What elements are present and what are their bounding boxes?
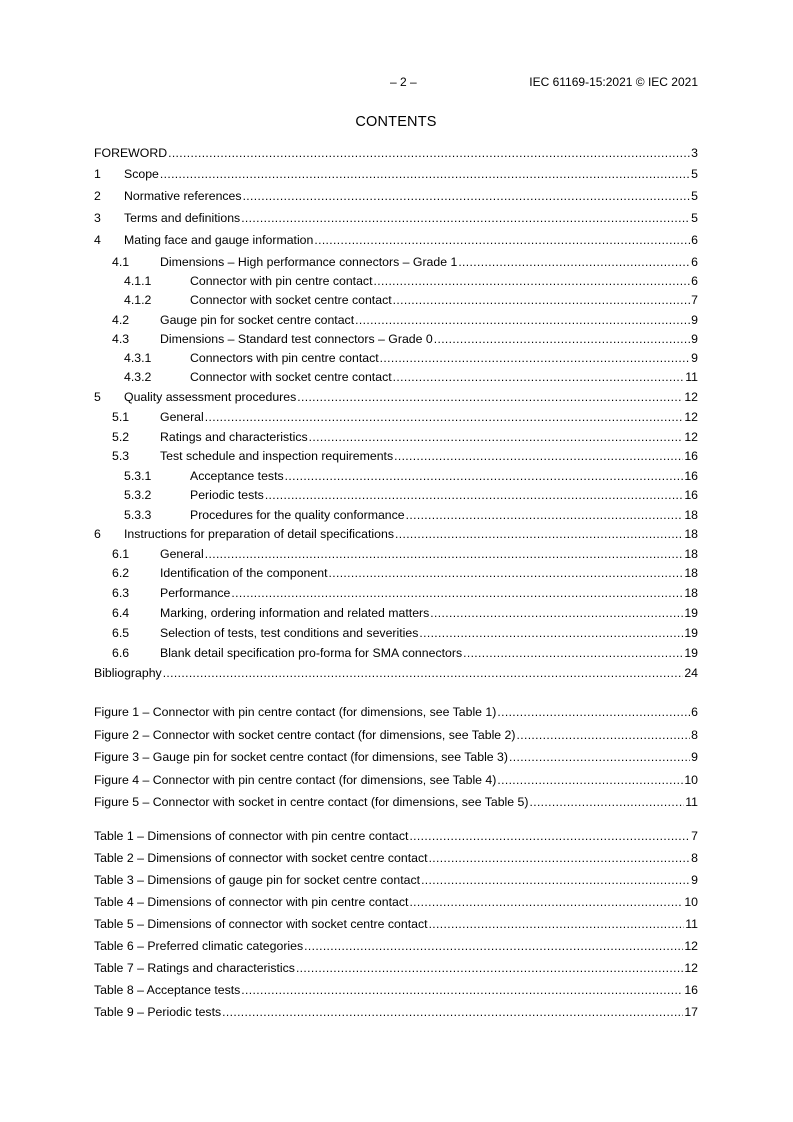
tables-entry[interactable] [94,917,698,932]
tables-entry-page: 12 [684,961,698,975]
toc-entry[interactable] [94,626,698,641]
tables-entry-title: Table 7 – Ratings and characteristics [94,961,295,975]
tables-entry-title: Table 2 – Dimensions of connector with socket centre contact [94,851,428,865]
toc-entry-title: Acceptance tests [190,469,284,483]
figures-entry-title: Figure 5 – Connector with socket in centre contact (for dimensions, see Table 5) [94,795,529,809]
toc-entry[interactable] [94,146,698,161]
tables-entry[interactable] [94,873,698,888]
toc-entry[interactable] [94,370,698,385]
toc-entry-number: 4.3.2 [124,370,152,384]
tables-entry-title: Table 4 – Dimensions of connector with pin centre contact [94,895,409,909]
toc-entry-number: 4.1 [112,255,130,269]
toc-entry-number: 4.3 [112,332,130,346]
dot-leader [421,873,690,888]
toc-entry[interactable] [94,430,698,445]
toc-entry-page: 9 [691,351,698,365]
dot-leader [265,488,684,503]
dot-leader [458,255,690,270]
dot-leader [529,795,684,810]
tables-entry-title: Table 8 – Acceptance tests [94,983,241,997]
toc-entry-title: Dimensions – High performance connectors – Grade 1 [160,255,458,269]
figures-entry-page: 8 [691,727,698,742]
toc-entry-number: 4.2 [112,313,130,327]
toc-entry-title: Scope [124,167,159,181]
toc-entry-page: 5 [691,189,698,203]
tables-entry-page: 12 [684,939,698,953]
toc-entry[interactable] [94,189,698,204]
figures-entry-title: Figure 2 – Connector with socket centre contact (for dimensions, see Table 2) [94,727,516,742]
toc-entry-title: Connector with socket centre contact [190,370,392,384]
dot-leader [463,646,683,661]
figures-entry[interactable] [94,750,698,765]
toc-entry-title: Selection of tests, test conditions and severities [160,626,419,640]
dot-leader [509,750,690,765]
figures-entry-title: Figure 3 – Gauge pin for socket centre contact (for dimensions, see Table 3) [94,750,508,764]
dot-leader [394,449,683,464]
toc-entry-title: FOREWORD [94,146,168,160]
toc-entry-number: 5.2 [112,430,130,444]
toc-entry-number: 6.4 [112,606,130,620]
toc-entry[interactable] [94,586,698,601]
dot-leader [329,566,684,581]
toc-entry[interactable] [94,293,698,308]
toc-entry-number: 5.3.1 [124,469,152,483]
tables-entry-page: 7 [691,829,698,843]
dot-leader [517,728,691,743]
toc-entry-page: 18 [684,547,698,561]
dot-leader [497,705,690,720]
toc-entry-title: Dimensions – Standard test connectors – Grade 0 [160,332,433,346]
tables-entry-page: 10 [684,895,698,909]
toc-entry-title: Identification of the component [160,566,328,580]
toc-entry-number: 6 [94,527,101,541]
toc-entry[interactable] [94,547,698,562]
toc-entry-title: Gauge pin for socket centre contact [160,313,355,327]
toc-entry-title: Bibliography [94,666,162,680]
toc-entry-page: 18 [684,508,698,522]
tables-entry[interactable] [94,983,698,998]
toc-entry-page: 24 [684,666,698,680]
toc-entry[interactable] [94,274,698,289]
toc-entry-number: 3 [94,211,101,225]
toc-entry-title: General [160,547,204,561]
toc-entry[interactable] [94,469,698,484]
dot-leader [497,773,683,788]
tables-entry-page: 11 [685,917,698,931]
dot-leader [163,666,684,681]
toc-entry[interactable] [94,351,698,366]
tables-entry[interactable] [94,1005,698,1020]
toc-entry-number: 6.6 [112,646,130,660]
toc-entry-page: 12 [684,430,698,444]
dot-leader [205,547,684,562]
toc-entry-page: 12 [684,390,698,404]
figures-entry-title: Figure 1 – Connector with pin centre contact (for dimensions, see Table 1) [94,705,497,719]
toc-entry-title: Performance [160,586,231,600]
dot-leader [205,410,684,425]
toc-entry-page: 9 [691,332,698,346]
toc-entry-title: Periodic tests [190,488,264,502]
toc-entry-page: 11 [685,370,698,384]
toc-entry-number: 1 [94,167,101,181]
figures-entry-page: 9 [691,750,698,764]
dot-leader [222,1005,683,1020]
toc-entry[interactable] [94,566,698,581]
dot-leader [304,939,683,954]
toc-entry[interactable] [94,410,698,425]
toc-entry-number: 5.1 [112,410,130,424]
figures-entry-page: 6 [691,705,698,719]
dot-leader [393,370,685,385]
toc-entry-title: Connector with socket centre contact [190,293,392,307]
toc-entry-title: Procedures for the quality conformance [190,508,405,522]
tables-entry-page: 9 [691,873,698,887]
toc-entry-title: Marking, ordering information and related matters [160,606,430,620]
dot-leader [406,508,684,523]
toc-entry-page: 18 [684,566,698,580]
toc-entry-page: 12 [684,410,698,424]
toc-entry-number: 5.3.2 [124,488,152,502]
toc-entry-title: Quality assessment procedures [124,390,297,404]
dot-leader [241,983,683,998]
tables-entry-title: Table 5 – Dimensions of connector with socket centre contact [94,917,428,931]
toc-entry-page: 16 [684,488,698,502]
toc-entry-page: 5 [691,167,698,181]
tables-entry-title: Table 1 – Dimensions of connector with pin centre contact [94,829,409,843]
dot-leader [430,606,683,621]
dot-leader [355,313,690,328]
dot-leader [409,829,690,844]
figures-entry[interactable] [94,705,698,720]
toc-entry[interactable] [94,313,698,328]
toc-entry-page: 7 [691,293,698,307]
dot-leader [314,233,690,248]
figures-entry[interactable] [94,795,698,810]
toc-entry[interactable] [94,666,698,681]
toc-entry-title: Connectors with pin centre contact [190,351,379,365]
toc-entry-page: 19 [684,646,698,660]
toc-entry-page: 16 [684,469,698,483]
toc-entry-title: General [160,410,204,424]
dot-leader [296,961,683,976]
toc-entry-page: 18 [684,586,698,600]
dot-leader [409,895,683,910]
dot-leader [380,351,691,366]
dot-leader [297,390,683,405]
toc-entry-page: 19 [684,626,698,640]
toc-entry-number: 4.1.1 [124,274,152,288]
toc-entry-page: 5 [691,211,698,225]
tables-entry-page: 16 [684,983,698,997]
toc-entry[interactable] [94,211,698,226]
tables-entry[interactable] [94,895,698,910]
dot-leader [168,146,690,161]
toc-entry-number: 5.3.3 [124,508,152,522]
toc-entry-page: 6 [691,233,698,247]
toc-entry[interactable] [94,508,698,523]
toc-entry-number: 4.3.1 [124,351,152,365]
toc-entry[interactable] [94,488,698,503]
figures-entry-title: Figure 4 – Connector with pin centre contact (for dimensions, see Table 4) [94,772,497,787]
toc-entry[interactable] [94,233,698,248]
dot-leader [243,189,691,204]
toc-entry-page: 6 [691,255,698,269]
dot-leader [429,917,685,932]
toc-entry-number: 4.1.2 [124,293,152,307]
toc-entry-title: Blank detail specification pro-forma for SMA connectors [160,646,463,660]
toc-entry[interactable] [94,332,698,347]
page-title: CONTENTS [355,114,437,130]
tables-entry[interactable] [94,939,698,954]
tables-entry[interactable] [94,961,698,976]
toc-entry-number: 5 [94,390,101,404]
toc-entry-number: 5.3 [112,449,130,463]
dot-leader [231,586,683,601]
tables-entry-title: Table 6 – Preferred climatic categories [94,939,304,953]
toc-entry-number: 2 [94,189,101,203]
page-header [94,75,698,93]
tables-entry-title: Table 3 – Dimensions of gauge pin for socket centre contact [94,873,421,887]
dot-leader [285,469,684,484]
dot-leader [429,851,691,866]
toc-entry[interactable] [94,606,698,621]
toc-entry-number: 6.1 [112,547,130,561]
toc-entry-number: 6.5 [112,626,130,640]
toc-entry-page: 9 [691,313,698,327]
toc-entry[interactable] [94,255,698,270]
toc-entry[interactable] [94,646,698,661]
page-number: – 2 – [390,75,417,89]
toc-entry[interactable] [94,390,698,405]
standard-reference: IEC 61169-15:2021 © IEC 2021 [529,75,698,89]
toc-entry-title: Mating face and gauge information [124,233,314,247]
dot-leader [395,527,683,542]
toc-entry-title: Test schedule and inspection requirements [160,449,394,463]
dot-leader [241,211,690,226]
toc-entry-title: Connector with pin centre contact [190,274,373,288]
toc-entry-number: 6.3 [112,586,130,600]
toc-entry-title: Ratings and characteristics [160,430,308,444]
toc-entry-page: 18 [684,527,698,541]
toc-entry-title: Normative references [124,189,242,203]
toc-entry-number: 4 [94,233,101,247]
dot-leader [160,167,690,182]
tables-entry[interactable] [94,851,698,866]
toc-entry-number: 6.2 [112,566,130,580]
toc-entry-page: 6 [691,274,698,288]
dot-leader [374,274,691,289]
dot-leader [309,430,684,445]
toc-entry[interactable] [94,527,698,542]
dot-leader [434,332,690,347]
figures-entry[interactable] [94,728,698,743]
toc-entry-title: Terms and definitions [124,211,241,225]
tables-entry[interactable] [94,829,698,844]
tables-entry-page: 17 [684,1005,698,1019]
toc-entry[interactable] [94,167,698,182]
dot-leader [419,626,683,641]
tables-entry-title: Table 9 – Periodic tests [94,1005,222,1019]
toc-entry-page: 3 [691,146,698,160]
toc-entry-title: Instructions for preparation of detail specifications [124,527,394,541]
dot-leader [393,293,691,308]
toc-entry-page: 19 [684,606,698,620]
toc-entry-page: 16 [684,449,698,463]
figures-entry[interactable] [94,773,698,788]
figures-entry-page: 10 [684,772,698,787]
figures-entry-page: 11 [685,795,698,809]
tables-entry-page: 8 [691,851,698,865]
toc-entry[interactable] [94,449,698,464]
